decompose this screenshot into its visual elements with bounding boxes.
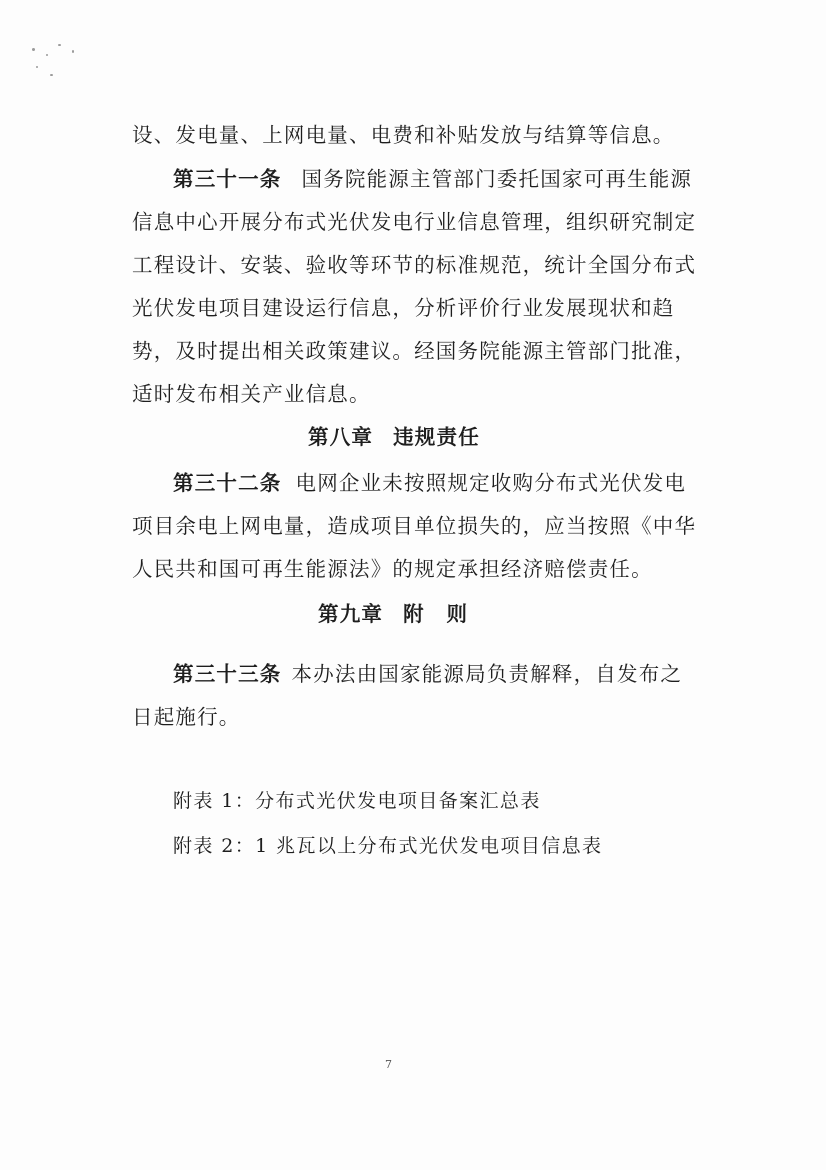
scan-speck [36, 66, 38, 68]
article-33-label: 第三十三条 [173, 662, 282, 686]
article-33-text: 本办法由国家能源局负责解释，自发布之 [291, 662, 683, 686]
chapter-8-title: 违规责任 [393, 425, 480, 449]
article-32-line-1 [173, 466, 686, 496]
article-31-line-6: 适时发布相关产业信息。 [132, 382, 371, 406]
chapter-9-heading [318, 597, 468, 627]
article-31-line-3: 工程设计、安装、验收等环节的标准规范，统计全国分布式 [132, 253, 697, 277]
article-32-line-3: 人民共和国可再生能源法》的规定承担经济赔偿责任。 [132, 557, 653, 581]
article-32-text: 电网企业未按照规定收购分布式光伏发电 [295, 471, 687, 495]
scan-speck [46, 54, 48, 56]
page-number: 7 [385, 1058, 392, 1071]
article-31-line-1 [173, 162, 692, 192]
article-30-tail: 设、发电量、上网电量、电费和补贴发放与结算等信息。 [132, 123, 675, 147]
article-31-line-2: 信息中心开展分布式光伏发电行业信息管理，组织研究制定 [132, 210, 697, 234]
chapter-9-title: 附 则 [403, 602, 469, 626]
article-31-line-4: 光伏发电项目建设运行信息，分析评价行业发展现状和趋 [132, 296, 675, 320]
scan-speck [32, 48, 35, 51]
appendix-1: 附表 1：分布式光伏发电项目备案汇总表 [173, 790, 541, 812]
appendix-2: 附表 2：1 兆瓦以上分布式光伏发电项目信息表 [173, 835, 603, 857]
chapter-9-number: 第九章 [318, 602, 384, 626]
article-32-label: 第三十二条 [173, 471, 282, 495]
scan-speck [72, 50, 74, 53]
article-32-line-2: 项目余电上网电量，造成项目单位损失的，应当按照《中华 [132, 514, 697, 538]
article-31-label: 第三十一条 [173, 167, 282, 191]
scan-speck [50, 74, 53, 76]
chapter-8-number: 第八章 [308, 425, 374, 449]
article-31-line-5: 势，及时提出相关政策建议。经国务院能源主管部门批准， [132, 339, 697, 363]
scan-specks [28, 40, 98, 90]
article-33-line-1 [173, 657, 682, 687]
article-31-text: 国务院能源主管部门委托国家可再生能源 [301, 167, 693, 191]
chapter-8-heading [308, 420, 480, 450]
scan-speck [58, 44, 61, 46]
article-33-line-2: 日起施行。 [132, 705, 241, 729]
